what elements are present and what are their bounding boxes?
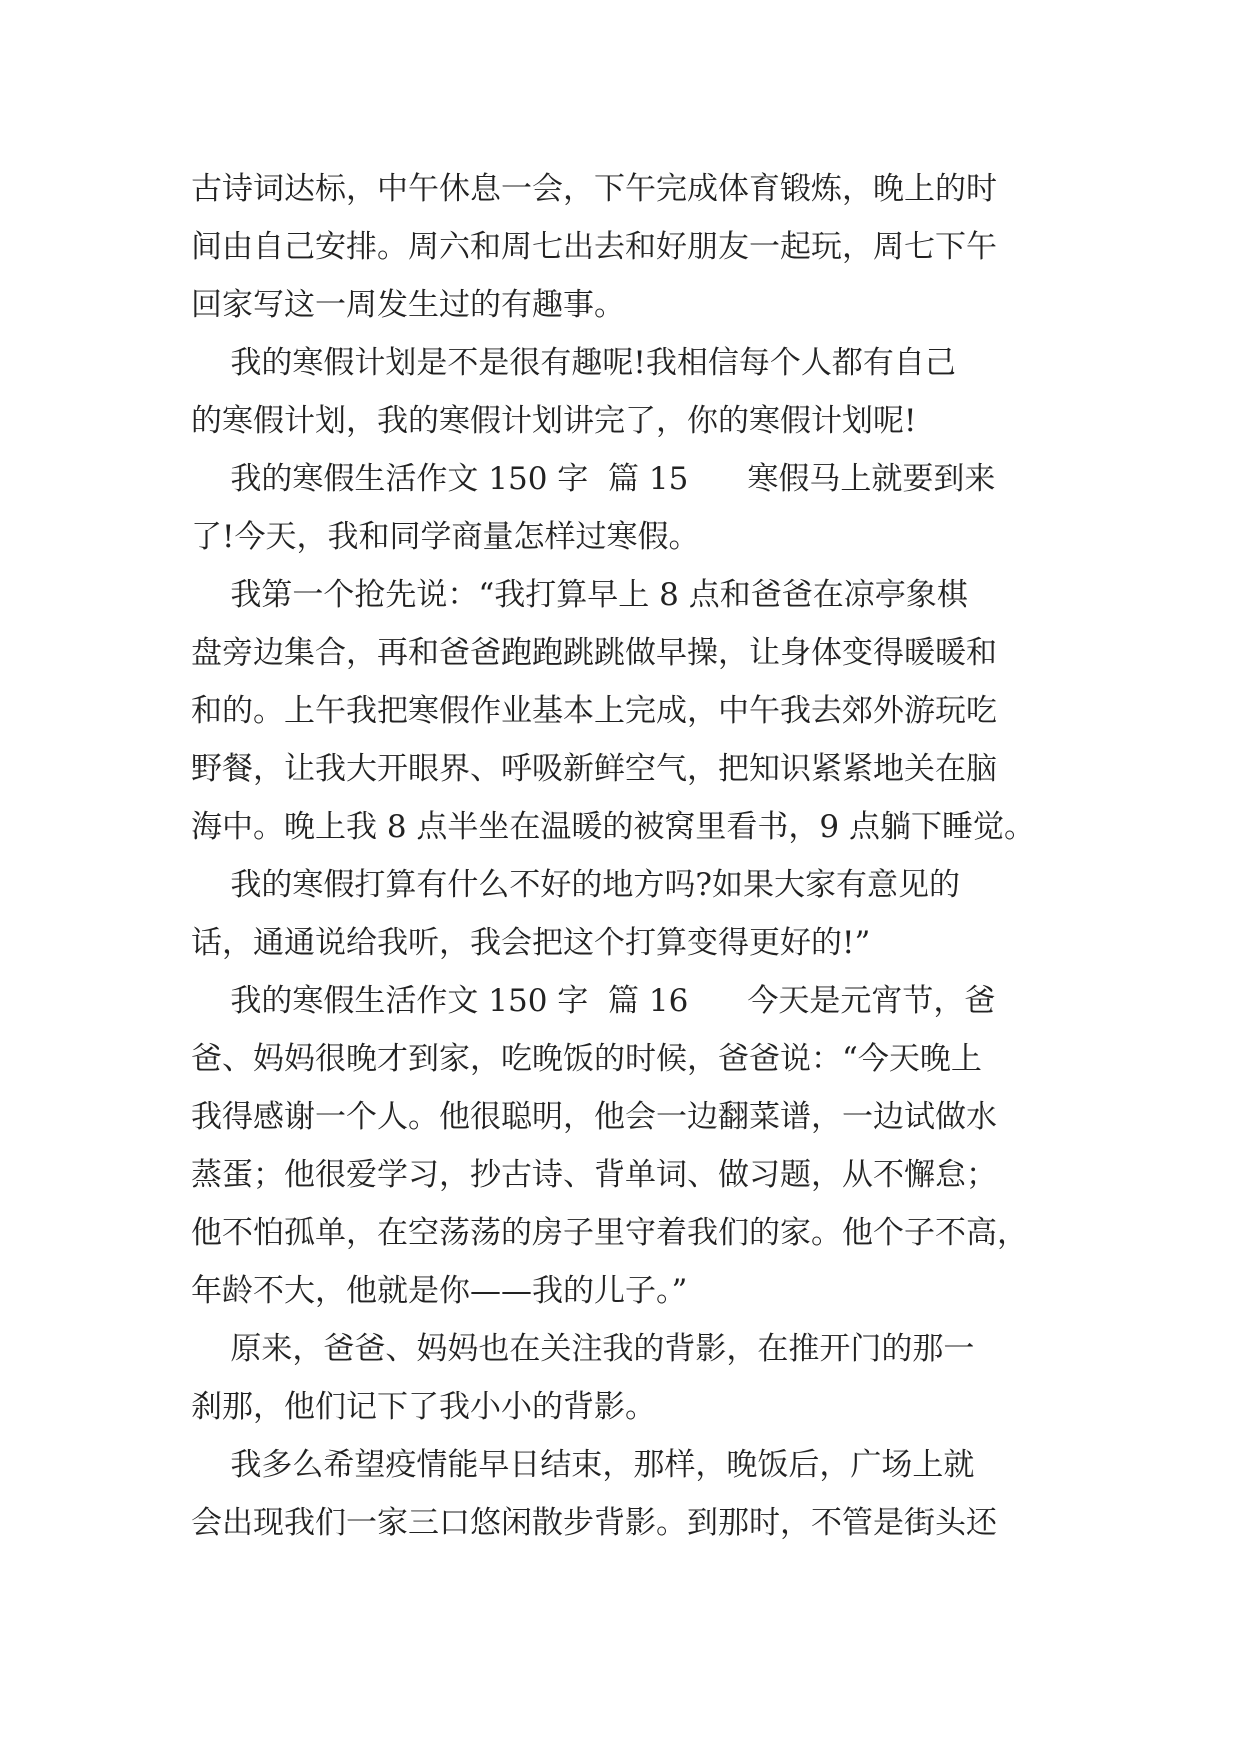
text-line: 我的寒假生活作文 150 字 篇 16 今天是元宵节，爸: [191, 983, 996, 1019]
text-line: 海中。晚上我 8 点半坐在温暖的被窝里看书，9 点躺下睡觉。: [191, 809, 1036, 845]
text-line: 他不怕孤单，在空荡荡的房子里守着我们的家。他个子不高，: [191, 1215, 1028, 1251]
text-line: 古诗词达标，中午休息一会，下午完成体育锻炼，晚上的时: [191, 171, 997, 207]
text-line: 蒸蛋；他很爱学习，抄古诗、背单词、做习题，从不懈怠；: [191, 1157, 997, 1193]
text-line: 我的寒假打算有什么不好的地方吗?如果大家有意见的: [191, 867, 961, 903]
text-line: 和的。上午我把寒假作业基本上完成，中午我去郊外游玩吃: [191, 693, 997, 729]
text-line: 会出现我们一家三口悠闲散步背影。到那时，不管是街头还: [191, 1505, 997, 1541]
text-line: 我第一个抢先说：“我打算早上 8 点和爸爸在凉亭象棋: [191, 577, 968, 613]
text-line: 话，通通说给我听，我会把这个打算变得更好的!”: [191, 925, 871, 961]
document-body: [191, 160, 1061, 1552]
text-line: 原来，爸爸、妈妈也在关注我的背影，在推开门的那一: [191, 1331, 975, 1367]
text-line: 野餐，让我大开眼界、呼吸新鲜空气，把知识紧紧地关在脑: [191, 751, 997, 787]
text-line: 爸、妈妈很晚才到家，吃晚饭的时候，爸爸说：“今天晚上: [191, 1041, 982, 1077]
text-line: 我得感谢一个人。他很聪明，他会一边翻菜谱，一边试做水: [191, 1099, 997, 1135]
text-line: 年龄不大，他就是你——我的儿子。”: [191, 1273, 688, 1309]
text-line: 的寒假计划，我的寒假计划讲完了，你的寒假计划呢!: [191, 403, 917, 439]
text-line: 我的寒假计划是不是很有趣呢!我相信每个人都有自己: [191, 345, 956, 381]
text-line: 刹那，他们记下了我小小的背影。: [191, 1389, 656, 1425]
text-line: 我的寒假生活作文 150 字 篇 15 寒假马上就要到来: [191, 461, 996, 497]
text-line: 回家写这一周发生过的有趣事。: [191, 287, 625, 323]
text-line: 间由自己安排。周六和周七出去和好朋友一起玩，周七下午: [191, 229, 997, 265]
text-line: 我多么希望疫情能早日结束，那样，晚饭后，广场上就: [191, 1447, 975, 1483]
text-line: 盘旁边集合，再和爸爸跑跑跳跳做早操，让身体变得暖暖和: [191, 635, 997, 671]
text-line: 了!今天，我和同学商量怎样过寒假。: [191, 519, 700, 555]
